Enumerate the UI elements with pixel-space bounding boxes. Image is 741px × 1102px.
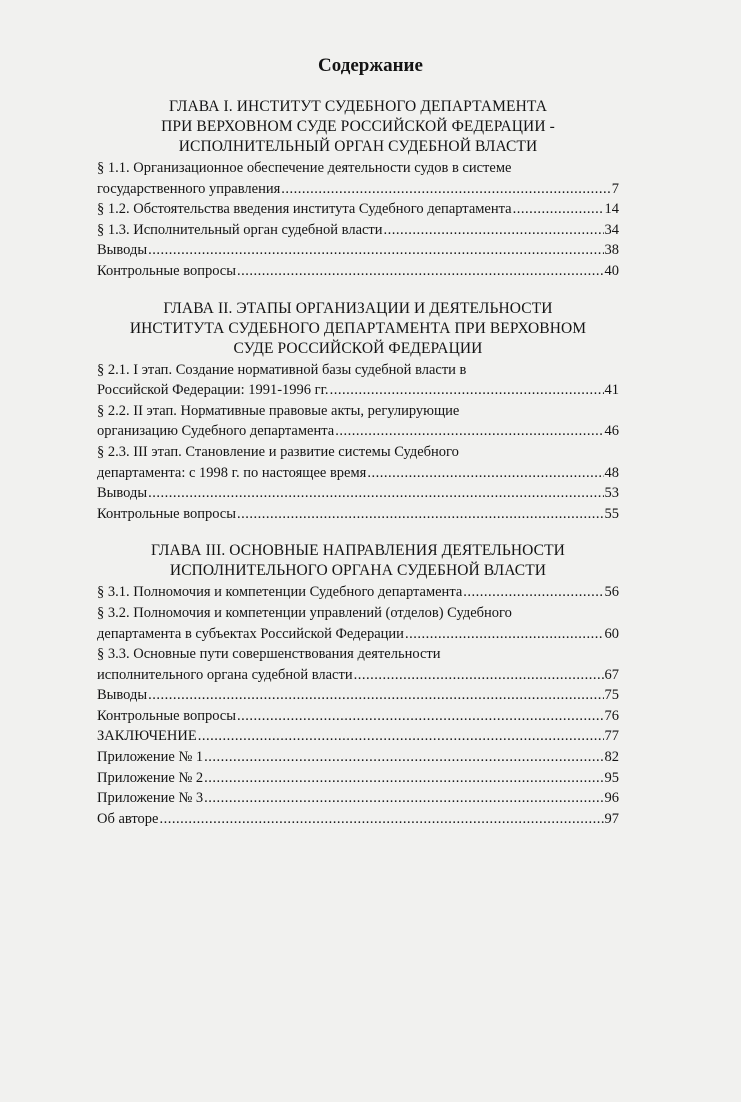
- dot-leader: [367, 463, 603, 484]
- page-number: 96: [604, 790, 619, 807]
- dot-leader: [237, 706, 604, 727]
- page-number: 38: [604, 242, 619, 259]
- toc-entry: § 2.2. II этап. Нормативные правовые акты, регулирующие организацию Судебного департамента ..... 46: [97, 401, 619, 442]
- toc-entry: Контрольные вопросы ..... 55: [97, 504, 619, 525]
- toc-entry: Выводы ..... 38: [97, 240, 619, 261]
- page-number: 48: [604, 464, 619, 481]
- table-of-contents: [97, 97, 619, 829]
- dot-leader: [204, 788, 603, 809]
- chapter-2-heading: ГЛАВА II. ЭТАПЫ ОРГАНИЗАЦИИ И ДЕЯТЕЛЬНОСТИ ИНСТИТУТА СУДЕБНОГО ДЕПАРТАМЕНТА ПРИ ВЕРХОВНОМ СУДЕ РОССИЙСКОЙ ФЕДЕРАЦИИ: [129, 299, 587, 357]
- page-number: 56: [604, 584, 619, 601]
- toc-entry: § 2.3. III этап. Становление и развитие системы Судебного департамента: с 1998 г. по настоящее время ..... 48: [97, 442, 619, 483]
- toc-entry: § 3.1. Полномочия и компетенции Судебного департамента ..... 56: [97, 582, 619, 603]
- dot-leader: [354, 665, 604, 686]
- toc-entry: § 3.3. Основные пути совершенствования деятельности исполнительного органа судебной власти ..... 67: [97, 644, 619, 685]
- dot-leader: [198, 726, 604, 747]
- toc-entry: § 2.1. I этап. Создание нормативной базы судебной власти в Российской Федерации: 1991-1996 гг. ..... 41: [97, 360, 619, 401]
- page-number: 40: [604, 262, 619, 279]
- page-number: 7: [611, 180, 619, 197]
- dot-leader: [237, 504, 604, 525]
- dot-leader: [463, 582, 603, 603]
- chapter-3-heading: ГЛАВА III. ОСНОВНЫЕ НАПРАВЛЕНИЯ ДЕЯТЕЛЬНОСТИ ИСПОЛНИТЕЛЬНОГО ОРГАНА СУДЕБНОЙ ВЛАСТИ: [151, 542, 565, 580]
- dot-leader: [281, 179, 610, 200]
- toc-entry: § 1.1. Организационное обеспечение деятельности судов в системе государственного управления ..... 7: [97, 158, 619, 199]
- toc-entry-appendix-3: Приложение № 3 ..... 96: [97, 788, 619, 809]
- dot-leader: [204, 768, 603, 789]
- toc-entry: Контрольные вопросы ..... 40: [97, 261, 619, 282]
- chapter-1-heading: ГЛАВА I. ИНСТИТУТ СУДЕБНОГО ДЕПАРТАМЕНТА ПРИ ВЕРХОВНОМ СУДЕ РОССИЙСКОЙ ФЕДЕРАЦИИ - ИСПОЛНИТЕЛЬНЫЙ ОРГАН СУДЕБНОЙ ВЛАСТИ: [161, 98, 555, 155]
- toc-entry: Выводы ..... 75: [97, 685, 619, 706]
- dot-leader: [384, 220, 604, 241]
- page-number: 46: [604, 423, 619, 440]
- dot-leader: [330, 380, 604, 401]
- dot-leader: [237, 261, 604, 282]
- page-number: 77: [604, 728, 619, 745]
- toc-entry: Выводы ..... 53: [97, 483, 619, 504]
- page-number: 82: [604, 749, 619, 766]
- toc-entry-appendix-1: Приложение № 1 ..... 82: [97, 747, 619, 768]
- toc-entry: Контрольные вопросы ..... 76: [97, 706, 619, 727]
- toc-entry-about-author: Об авторе ..... 97: [97, 809, 619, 830]
- page-number: 55: [604, 505, 619, 522]
- page-number: 67: [604, 666, 619, 683]
- toc-entry-appendix-2: Приложение № 2 ..... 95: [97, 768, 619, 789]
- page-title: Содержание: [318, 55, 423, 76]
- page-number: 53: [604, 485, 619, 502]
- page-number: 95: [604, 769, 619, 786]
- dot-leader: [405, 624, 604, 645]
- toc-entry: § 1.3. Исполнительный орган судебной власти ..... 34: [97, 220, 619, 241]
- dot-leader: [148, 240, 603, 261]
- toc-entry: § 1.2. Обстоятельства введения института Судебного департамента ..... 14: [97, 199, 619, 220]
- page-number: 60: [604, 625, 619, 642]
- toc-entry: § 3.2. Полномочия и компетенции управлений (отделов) Судебного департамента в субъектах Российской Федерации ..... 60: [97, 603, 619, 644]
- page-number: 34: [604, 221, 619, 238]
- dot-leader: [204, 747, 603, 768]
- page-number: 14: [604, 201, 619, 218]
- dot-leader: [159, 809, 603, 830]
- dot-leader: [148, 483, 603, 504]
- toc-entry-conclusion: ЗАКЛЮЧЕНИЕ ..... 77: [97, 726, 619, 747]
- dot-leader: [148, 685, 603, 706]
- page-number: 75: [604, 687, 619, 704]
- page-number: 97: [604, 810, 619, 827]
- page-number: 76: [604, 707, 619, 724]
- page-number: 41: [604, 382, 619, 399]
- dot-leader: [513, 199, 604, 220]
- dot-leader: [335, 421, 603, 442]
